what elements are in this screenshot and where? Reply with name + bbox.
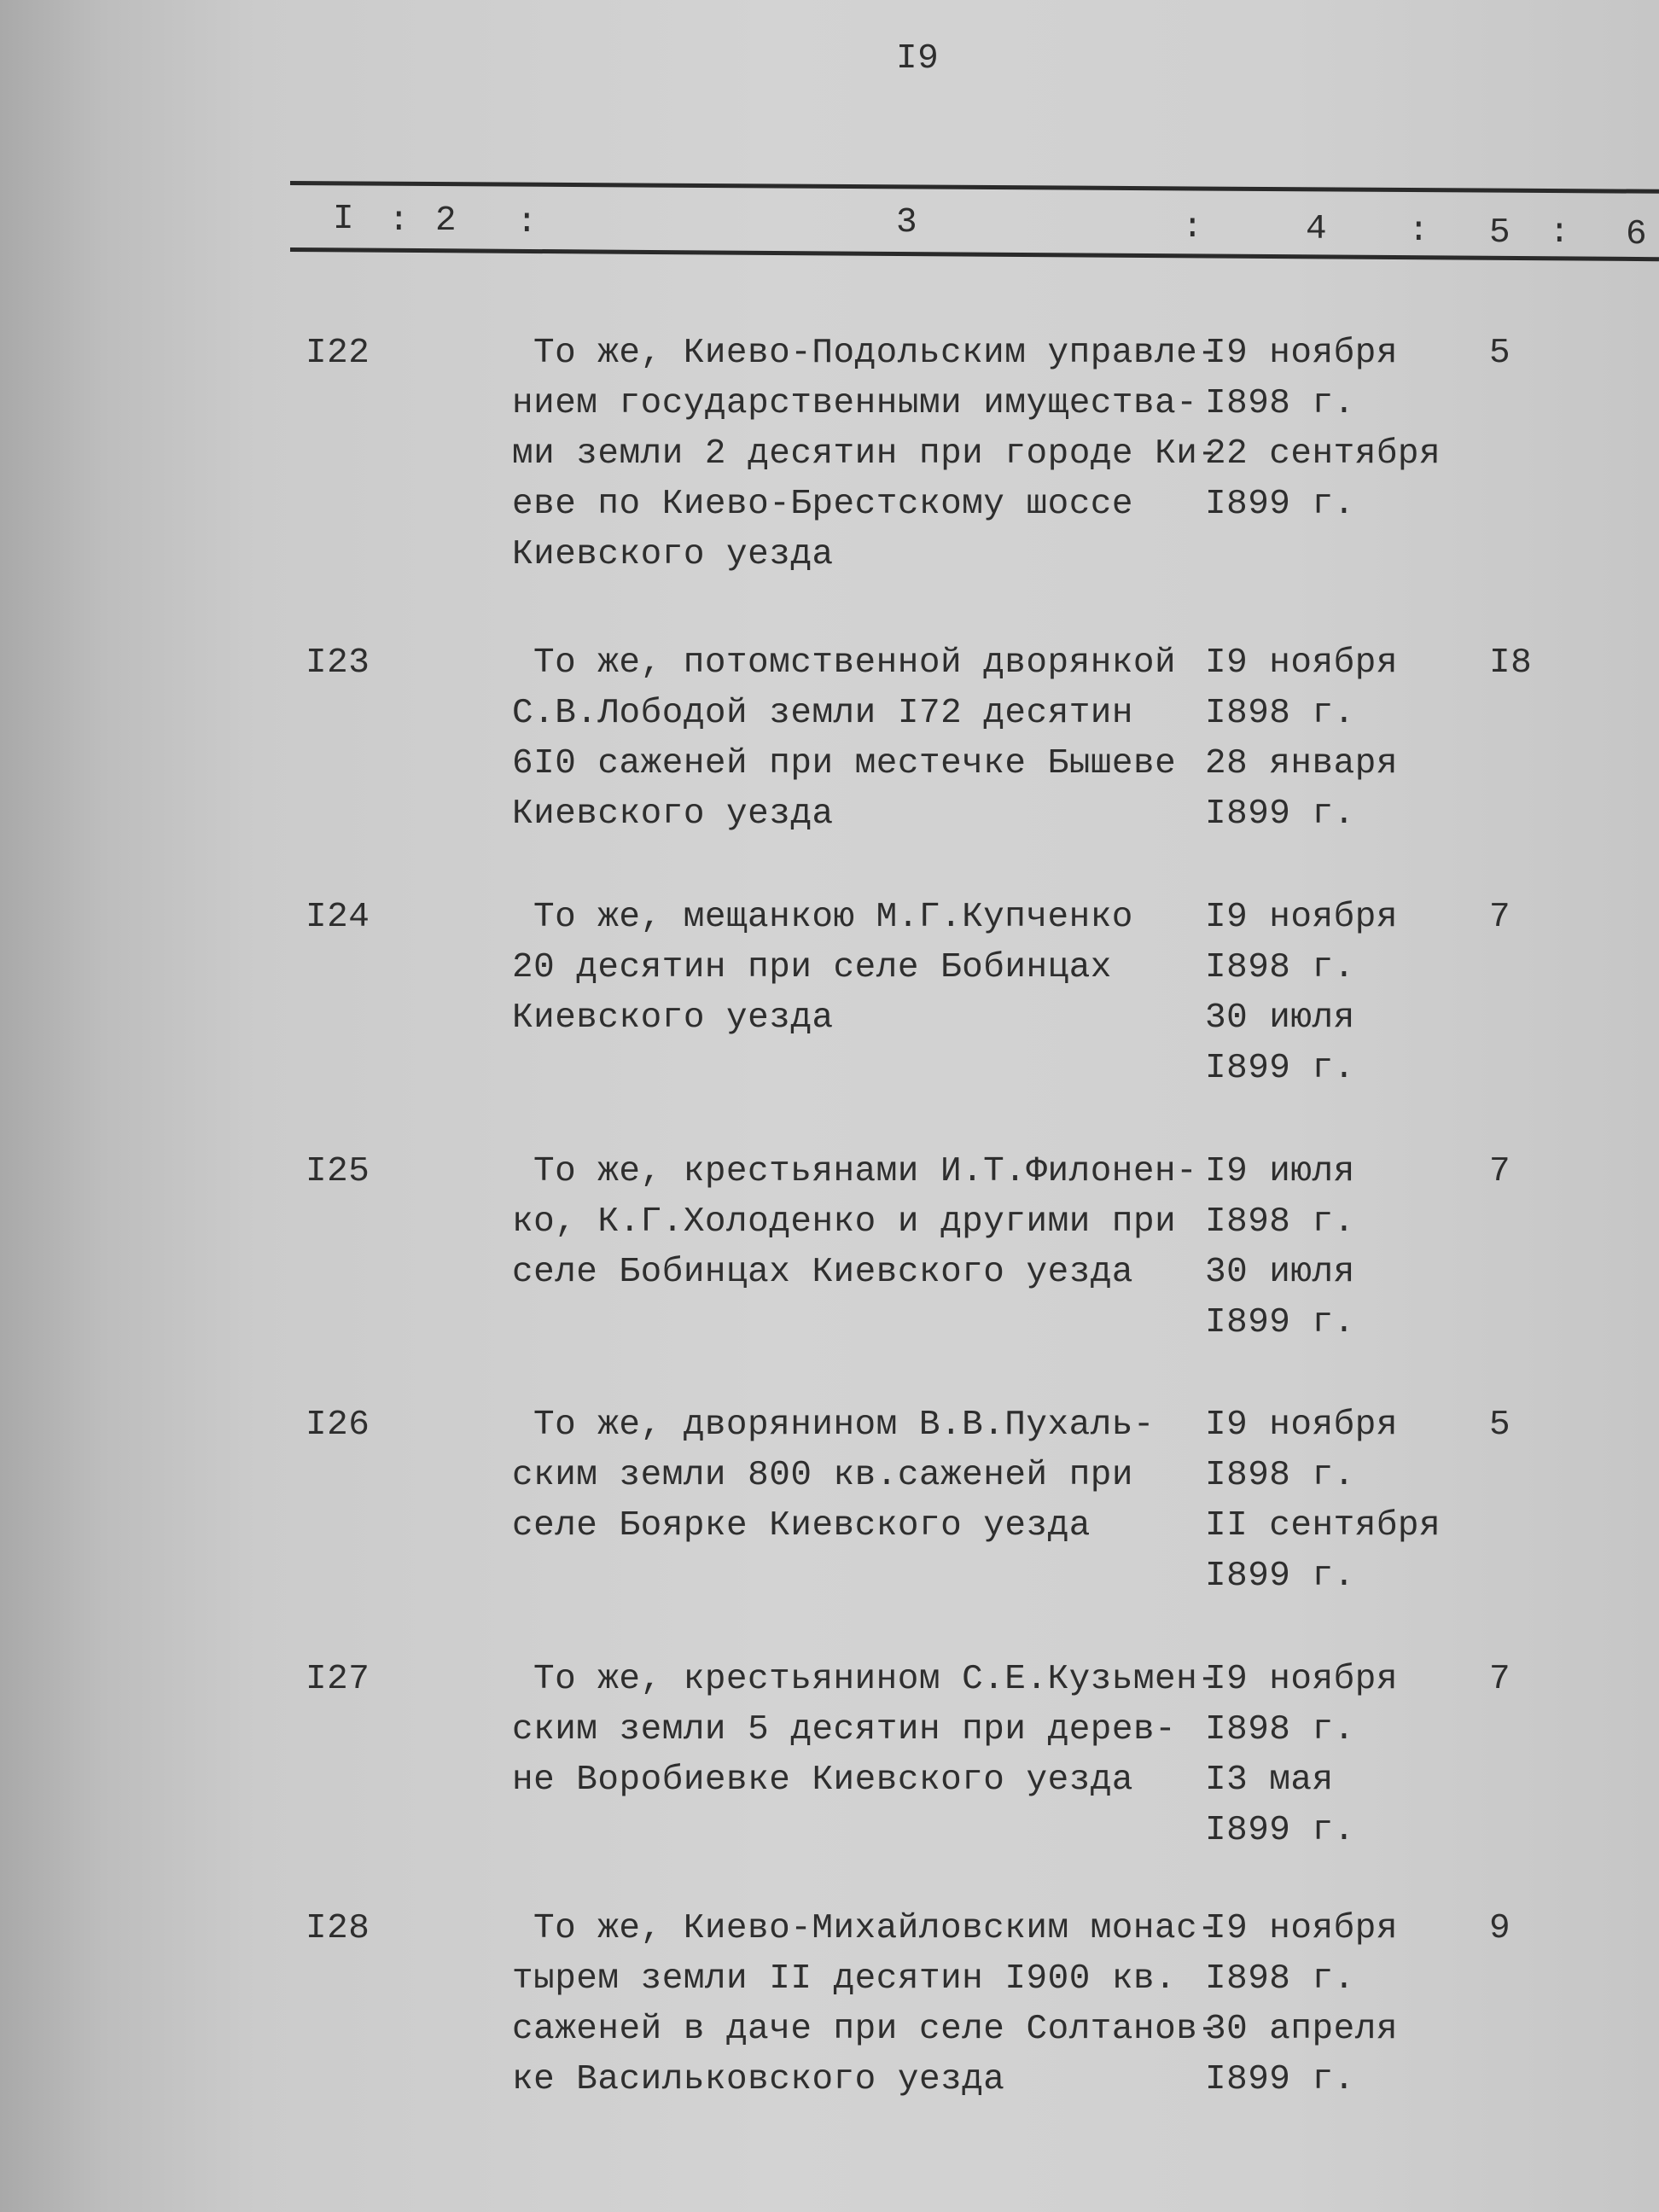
row-dates (1205, 1147, 1355, 1348)
row-col-5: 7 (1489, 898, 1511, 937)
row-dates (1205, 638, 1398, 840)
page-number: I9 (896, 39, 940, 79)
header-col-6: 6 (1626, 215, 1648, 254)
row-col-5: 9 (1489, 1909, 1511, 1948)
date-line: I898 г. (1205, 1456, 1355, 1495)
description-line: Киевского уезда (512, 535, 834, 574)
row-number: I25 (306, 1152, 370, 1191)
date-line: I899 г. (1205, 485, 1355, 524)
description-line: То же, крестьянином С.Е.Кузьмен- (533, 1660, 1220, 1699)
date-line: I9 ноября (1205, 643, 1398, 683)
header-separator: : (1549, 213, 1571, 253)
row-col-5: 7 (1489, 1660, 1511, 1699)
row-description (512, 893, 1133, 1044)
row-dates (1205, 1655, 1398, 1856)
date-line: I899 г. (1205, 1049, 1355, 1088)
date-line: 28 января (1205, 744, 1398, 783)
description-line: ми земли 2 десятин при городе Ки- (512, 434, 1220, 474)
description-line: 6I0 саженей при местечке Бышеве (512, 744, 1177, 783)
date-line: I9 ноября (1205, 1909, 1398, 1948)
header-separator: : (388, 201, 410, 241)
date-line: I899 г. (1205, 795, 1355, 834)
row-description (512, 1904, 1219, 2105)
row-description (512, 638, 1176, 840)
row-description (512, 1147, 1197, 1298)
description-line: ко, К.Г.Холоденко и другими при (512, 1202, 1177, 1242)
date-line: I898 г. (1205, 1710, 1355, 1749)
description-line: ским земли 5 десятин при дерев- (512, 1710, 1177, 1749)
description-line: нием государственными имущества- (512, 384, 1198, 423)
date-line: I899 г. (1205, 1303, 1355, 1342)
row-col-5: 7 (1489, 1152, 1511, 1191)
date-line: 30 июля (1205, 1253, 1355, 1292)
row-number: I28 (306, 1909, 370, 1948)
row-col-5: I8 (1489, 643, 1533, 683)
description-line: ке Васильковского уезда (512, 2060, 1005, 2099)
header-col-3: 3 (896, 203, 918, 242)
date-line: I899 г. (1205, 1557, 1355, 1596)
date-line: I9 ноября (1205, 1406, 1398, 1445)
header-col-5: 5 (1489, 213, 1511, 253)
row-col-5: 5 (1489, 334, 1511, 373)
row-number: I26 (306, 1406, 370, 1445)
description-line: еве по Киево-Брестскому шоссе (512, 485, 1134, 524)
date-line: 22 сентября (1205, 434, 1441, 474)
row-dates (1205, 1400, 1441, 1602)
date-line: II сентября (1205, 1506, 1441, 1545)
row-dates (1205, 329, 1441, 530)
row-number: I24 (306, 898, 370, 937)
row-description (512, 329, 1219, 580)
header-separator: : (1182, 208, 1204, 247)
row-col-5: 5 (1489, 1406, 1511, 1445)
date-line: I899 г. (1205, 2060, 1355, 2099)
description-line: селе Боярке Киевского уезда (512, 1506, 1091, 1545)
description-line: То же, мещанкою М.Г.Купченко (533, 898, 1133, 937)
header-col-4: 4 (1306, 210, 1328, 249)
description-line: То же, дворянином В.В.Пухаль- (533, 1406, 1155, 1445)
row-number: I27 (306, 1660, 370, 1699)
description-line: С.В.Лободой земли I72 десятин (512, 694, 1134, 733)
description-line: саженей в даче при селе Солтанов- (512, 2010, 1220, 2049)
date-line: I898 г. (1205, 694, 1355, 733)
row-description (512, 1400, 1155, 1551)
date-line: I3 мая (1205, 1761, 1334, 1800)
row-dates (1205, 1904, 1398, 2105)
description-line: тырем земли II десятин I900 кв. (512, 1959, 1177, 1999)
header-col-2: 2 (435, 201, 457, 241)
date-line: 30 июля (1205, 998, 1355, 1038)
date-line: I898 г. (1205, 384, 1355, 423)
date-line: I898 г. (1205, 1202, 1355, 1242)
header-top-rule (290, 181, 1659, 194)
date-line: I9 ноября (1205, 334, 1398, 373)
description-line: То же, крестьянами И.Т.Филонен- (533, 1152, 1198, 1191)
description-line: ским земли 800 кв.саженей при (512, 1456, 1134, 1495)
row-dates (1205, 893, 1398, 1094)
header-separator: : (1408, 212, 1430, 251)
description-line: То же, Киево-Михайловским монас- (533, 1909, 1220, 1948)
date-line: I898 г. (1205, 948, 1355, 987)
header-bottom-rule (290, 247, 1659, 261)
row-number: I23 (306, 643, 370, 683)
description-line: селе Бобинцах Киевского уезда (512, 1253, 1134, 1292)
row-description (512, 1655, 1219, 1806)
description-line: Киевского уезда (512, 998, 834, 1038)
date-line: I898 г. (1205, 1959, 1355, 1999)
description-line: Киевского уезда (512, 795, 834, 834)
header-separator: : (516, 203, 538, 242)
date-line: I9 июля (1205, 1152, 1355, 1191)
description-line: не Воробиевке Киевского уезда (512, 1761, 1134, 1800)
date-line: I899 г. (1205, 1811, 1355, 1850)
description-line: То же, Киево-Подольским управле- (533, 334, 1220, 373)
date-line: I9 ноября (1205, 898, 1398, 937)
description-line: 20 десятин при селе Бобинцах (512, 948, 1112, 987)
header-col-1: I (333, 200, 355, 239)
date-line: I9 ноября (1205, 1660, 1398, 1699)
row-number: I22 (306, 334, 370, 373)
date-line: 30 апреля (1205, 2010, 1398, 2049)
description-line: То же, потомственной дворянкой (533, 643, 1177, 683)
